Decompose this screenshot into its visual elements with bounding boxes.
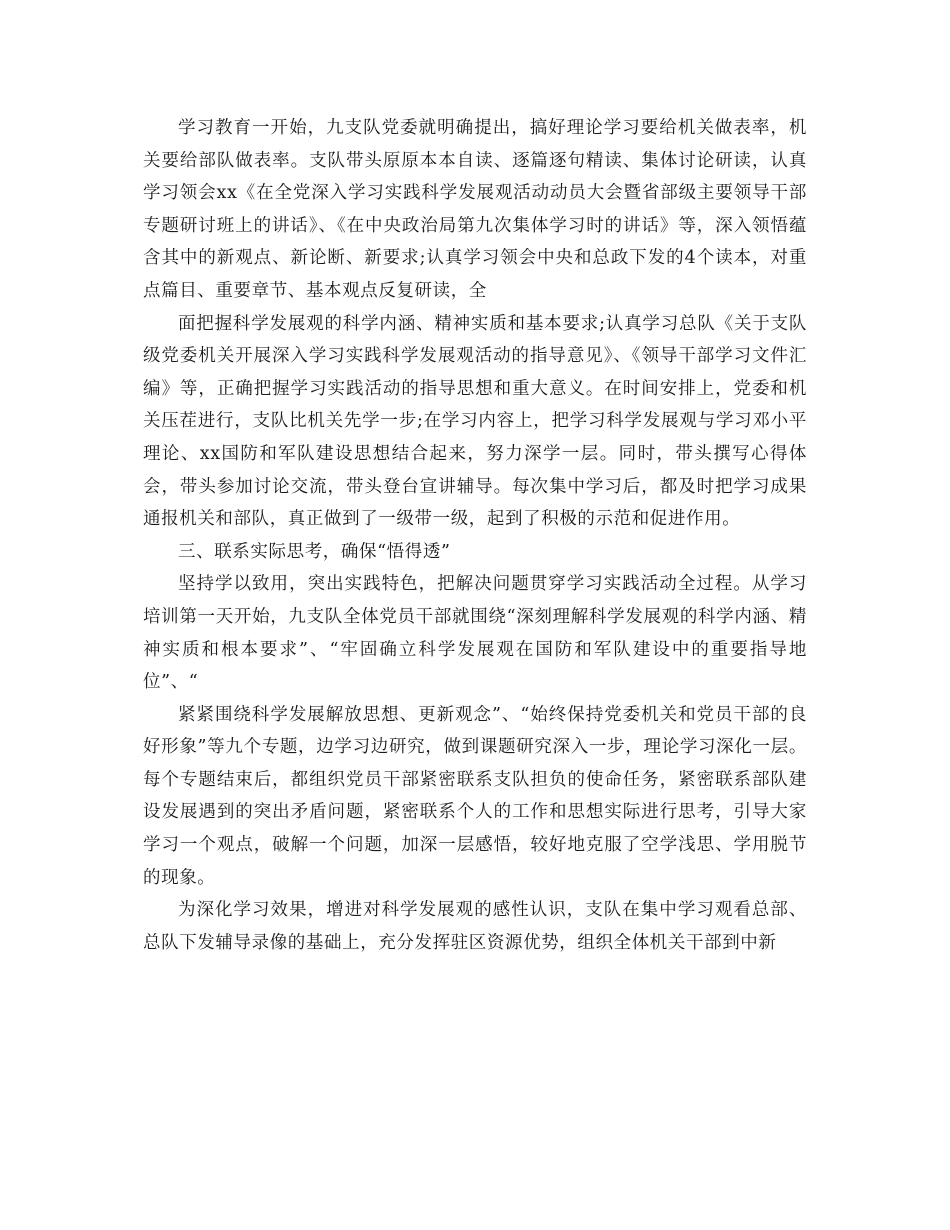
document-body xyxy=(143,112,807,959)
paragraph-nine-topics: 紧紧围绕科学发展解放思想、更新观念”、“始终保持党委机关和党员干部的良好形象”等九个专题，边学习边研究，做到课题研究深入一步，理论学习深化一层。每个专题结束后，都组织党员干部紧密联系支队担负的使命任务，紧密联系部队建设发展遇到的突出矛盾问题，紧密联系个人的工作和思想实际进行思考，引导大家学习一个观点，破解一个问题，加深一层感悟，较好地克服了空学浅思、学用脱节的现象。 xyxy=(143,704,807,888)
paragraph-study-education: 学习教育一开始，九支队党委就明确提出，搞好理论学习要给机关做表率，机关要给部队做表率。支队带头原原本本自读、逐篇逐句精读、集体讨论研读，认真学习领会xx《在全党深入学习实践科学发展观活动动员大会暨省部级主要领导干部专题研讨班上的讲话》、《在中央政治局第九次集体学习时的讲话》等，深入领悟蕴含其中的新观点、新论断、新要求;认真学习领会中央和总政下发的4个读本，对重点篇目、重要章节、基本观点反复研读，全 xyxy=(143,118,807,301)
paragraph-deepen-effect: 为深化学习效果，增进对科学发展观的感性认识，支队在集中学习观看总部、总队下发辅导录像的基础上，充分发挥驻区资源优势，组织全体机关干部到中新 xyxy=(143,900,807,953)
paragraph-apply-learning: 坚持学以致用，突出实践特色，把解决问题贯穿学习实践活动全过程。从学习培训第一天开始，九支队全体党员干部就围绕“深刻理解科学发展观的科学内涵、精神实质和根本要求”、“牢固确立科学发展观在国防和军队建设中的重要指导地位”、“ xyxy=(143,574,807,693)
section-heading-practical-thinking: 三、联系实际思考，确保“悟得透” xyxy=(178,541,451,562)
paragraph-grasp-connotation: 面把握科学发展观的科学内涵、精神实质和基本要求;认真学习总队《关于支队级党委机关开展深入学习实践科学发展观活动的指导意见》、《领导干部学习文件汇编》等，正确把握学习实践活动的指导思想和重大意义。在时间安排上，党委和机关压茬进行，支队比机关先学一步;在学习内容上，把学习科学发展观与学习邓小平理论、xx国防和军队建设思想结合起来，努力深学一层。同时，带头撰写心得体会，带头参加讨论交流，带头登台宣讲辅导。每次集中学习后，都及时把学习成果通报机关和部队，真正做到了一级带一级，起到了积极的示范和促进作用。 xyxy=(143,313,807,530)
